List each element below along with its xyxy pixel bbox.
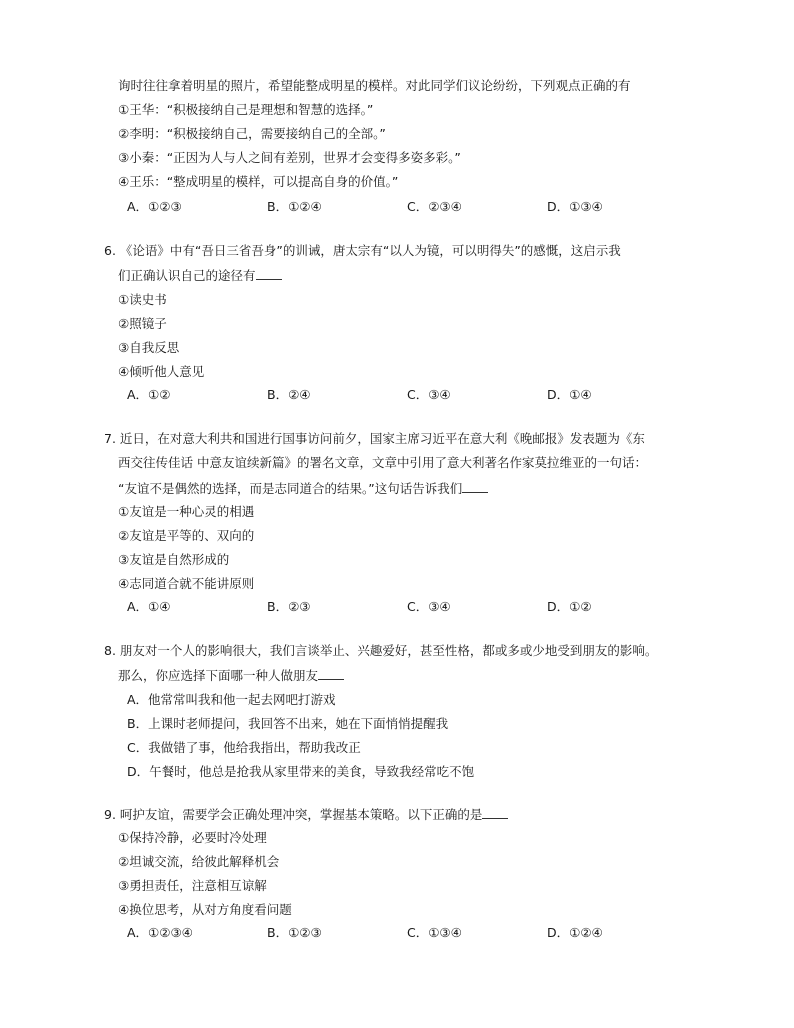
q6-option-d[interactable]: D．①④ [547, 387, 592, 402]
q9-option-b[interactable]: B．①②③ [267, 925, 322, 940]
q6-answer-blank [256, 267, 282, 280]
q7-stem-line-1: 7. 近日，在对意大利共和国进行国事访问前夕，国家主席习近平在意大利《晚邮报》发表题为《东 [104, 431, 645, 446]
q5-option-c[interactable]: C．②③④ [407, 199, 462, 214]
q7-answer-blank [462, 480, 488, 493]
q6-item-3: ③自我反思 [118, 340, 180, 355]
q5-item-1: ①王华：“积极接纳自己是理想和智慧的选择。” [118, 102, 374, 117]
q8-option-d[interactable]: D．午餐时，他总是抢我从家里带来的美食，导致我经常吃不饱 [127, 764, 475, 779]
q6-stem-line-2 [118, 267, 282, 284]
q6-item-1: ①读史书 [118, 292, 167, 307]
q6-option-a[interactable]: A．①② [127, 387, 171, 402]
q5-stem: 询时往往拿着明星的照片，希望能整成明星的模样。对此同学们议论纷纷，下列观点正确的有 [118, 78, 631, 93]
q5-item-4: ④王乐：“整成明星的模样，可以提高自身的价值。” [118, 174, 399, 189]
q7-item-2: ②友谊是平等的、双向的 [118, 528, 255, 543]
q8-option-a[interactable]: A．他常常叫我和他一起去网吧打游戏 [127, 692, 336, 707]
q6-item-4: ④倾听他人意见 [118, 364, 205, 379]
q9-option-d[interactable]: D．①②④ [547, 925, 603, 940]
q7-stem-line-2: 西交往传佳话 中意友谊续新篇》的署名文章，文章中引用了意大利著名作家莫拉维亚的一句话： [118, 455, 647, 470]
q5-option-b[interactable]: B．①②④ [267, 199, 322, 214]
q5-option-d[interactable]: D．①③④ [547, 199, 603, 214]
q7-item-1: ①友谊是一种心灵的相遇 [118, 504, 255, 519]
q6-option-c[interactable]: C．③④ [407, 387, 451, 402]
q7-option-c[interactable]: C．③④ [407, 599, 451, 614]
q5-option-a[interactable]: A．①②③ [127, 199, 182, 214]
q8-stem-line-1: 8. 朋友对一个人的影响很大，我们言谈举止、兴趣爱好，甚至性格，都或多或少地受到朋友的影响。 [104, 643, 658, 658]
q5-item-2: ②李明：“积极接纳自己，需要接纳自己的全部。” [118, 126, 386, 141]
q6-stem-line-1: 6. 《论语》中有“吾日三省吾身”的训诫，唐太宗有“以人为镜，可以明得失”的感慨，这启示我 [104, 243, 621, 258]
q7-stem-text: “友谊不是偶然的选择，而是志同道合的结果。”这句话告诉我们 [118, 481, 463, 496]
q6-stem-text: 们正确认识自己的途径有 [118, 268, 256, 283]
q6-item-2: ②照镜子 [118, 316, 167, 331]
q9-item-1: ①保持冷静，必要时冷处理 [118, 830, 267, 845]
q7-option-a[interactable]: A．①④ [127, 599, 171, 614]
q9-item-2: ②坦诚交流，给彼此解释机会 [118, 854, 280, 869]
q7-option-b[interactable]: B．②③ [267, 599, 311, 614]
q8-answer-blank [318, 667, 344, 680]
q9-stem-text: 9. 呵护友谊，需要学会正确处理冲突，掌握基本策略。以下正确的是 [104, 807, 483, 822]
q8-stem-text: 那么，你应选择下面哪一种人做朋友 [118, 668, 319, 683]
q9-stem [104, 806, 508, 823]
q8-option-c[interactable]: C．我做错了事，他给我指出，帮助我改正 [127, 740, 361, 755]
q8-option-b[interactable]: B．上课时老师提问，我回答不出来，她在下面悄悄提醒我 [127, 716, 449, 731]
q7-item-4: ④志同道合就不能讲原则 [118, 576, 255, 591]
q9-option-c[interactable]: C．①③④ [407, 925, 462, 940]
q7-item-3: ③友谊是自然形成的 [118, 552, 230, 567]
q9-option-a[interactable]: A．①②③④ [127, 925, 193, 940]
q9-answer-blank [482, 806, 508, 819]
q8-stem-line-2 [118, 667, 344, 684]
q7-stem-line-3 [118, 480, 488, 497]
q5-item-3: ③小秦：“正因为人与人之间有差别，世界才会变得多姿多彩。” [118, 150, 461, 165]
q6-option-b[interactable]: B．②④ [267, 387, 311, 402]
q9-item-3: ③勇担责任，注意相互谅解 [118, 878, 267, 893]
q7-option-d[interactable]: D．①② [547, 599, 592, 614]
q9-item-4: ④换位思考，从对方角度看问题 [118, 902, 292, 917]
